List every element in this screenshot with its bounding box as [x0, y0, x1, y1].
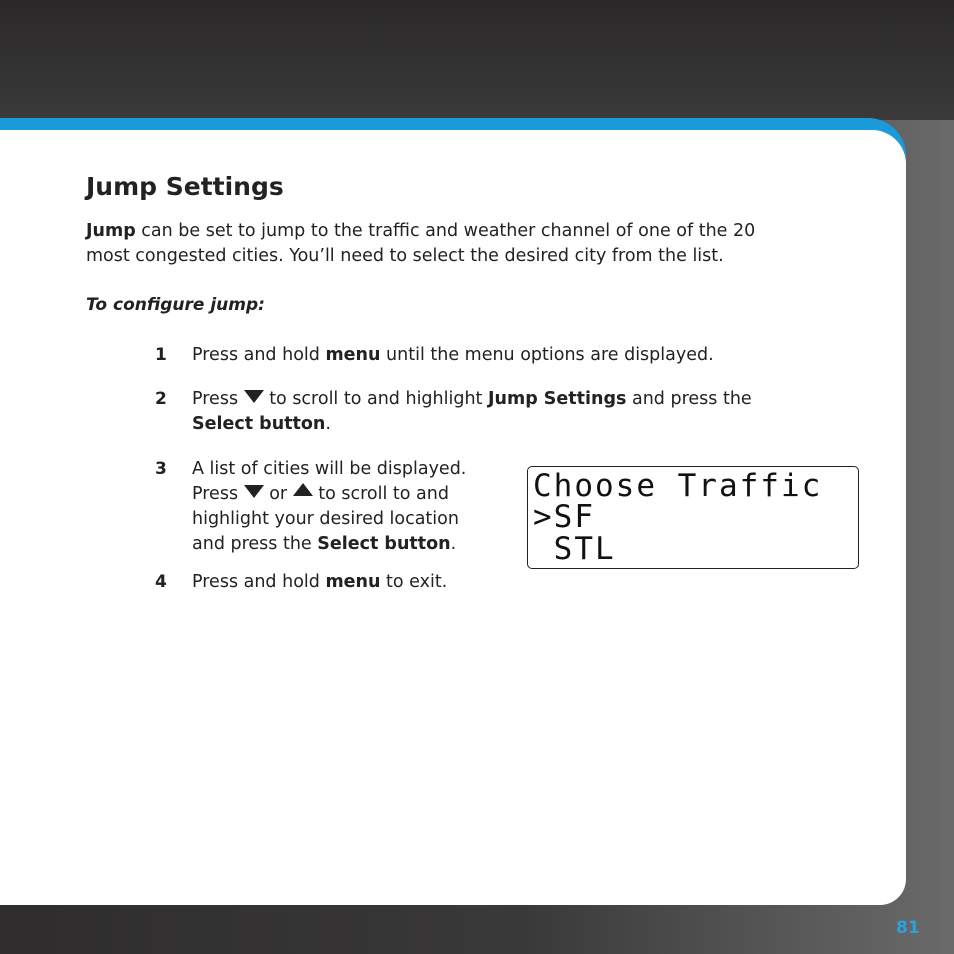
step-2-part-d: and press the	[626, 389, 752, 409]
section-subhead: To configure jump:	[86, 295, 265, 315]
step-4-text	[192, 570, 447, 595]
step-2-select-button: Select button	[192, 414, 326, 434]
step-number-2: 2	[155, 389, 167, 409]
page-number: 81	[896, 918, 920, 938]
step-3-select-button: Select button	[317, 534, 451, 554]
page-title: Jump Settings	[86, 172, 284, 201]
step-2-text	[192, 387, 842, 437]
top-band	[0, 0, 954, 120]
radio-display-screen	[527, 466, 859, 569]
step-3-scroll: to scroll to and	[312, 484, 449, 504]
down-arrow-icon	[244, 485, 264, 498]
step-3-text	[192, 457, 512, 557]
display-line-2: >SF	[533, 499, 595, 535]
step-3-line4: and press the	[192, 534, 318, 554]
step-2-part-a: Press	[192, 389, 244, 409]
intro-bold: Jump	[86, 221, 136, 241]
step-4-menu: menu	[325, 572, 381, 592]
up-arrow-icon	[293, 483, 313, 496]
intro-paragraph	[86, 219, 856, 269]
step-3-line1: A list of cities will be displayed.	[192, 459, 467, 479]
step-1-text	[192, 343, 714, 368]
step-1-menu: menu	[325, 345, 381, 365]
step-number-4: 4	[155, 572, 167, 592]
step-number-1: 1	[155, 345, 167, 365]
step-4-part-c: to exit.	[380, 572, 448, 592]
step-1-part-c: until the menu options are displayed.	[380, 345, 714, 365]
step-number-3: 3	[155, 459, 167, 479]
step-3-period: .	[450, 534, 457, 554]
step-2-period: .	[325, 414, 331, 434]
step-1-part-a: Press and hold	[192, 345, 326, 365]
display-line-3: STL	[533, 531, 616, 567]
display-line-1: Choose Traffic	[533, 468, 823, 504]
step-3-line3: highlight your desired location	[192, 509, 459, 529]
step-2-part-b: to scroll to and highlight	[263, 389, 488, 409]
step-3-press: Press	[192, 484, 244, 504]
intro-line2: most congested cities. You’ll need to select the desired city from the list.	[86, 246, 724, 266]
step-4-part-a: Press and hold	[192, 572, 326, 592]
intro-line1: can be set to jump to the traffic and weather channel of one of the 20	[135, 221, 756, 241]
down-arrow-icon	[244, 390, 264, 403]
step-2-jump-settings: Jump Settings	[487, 389, 627, 409]
step-3-or: or	[263, 484, 293, 504]
